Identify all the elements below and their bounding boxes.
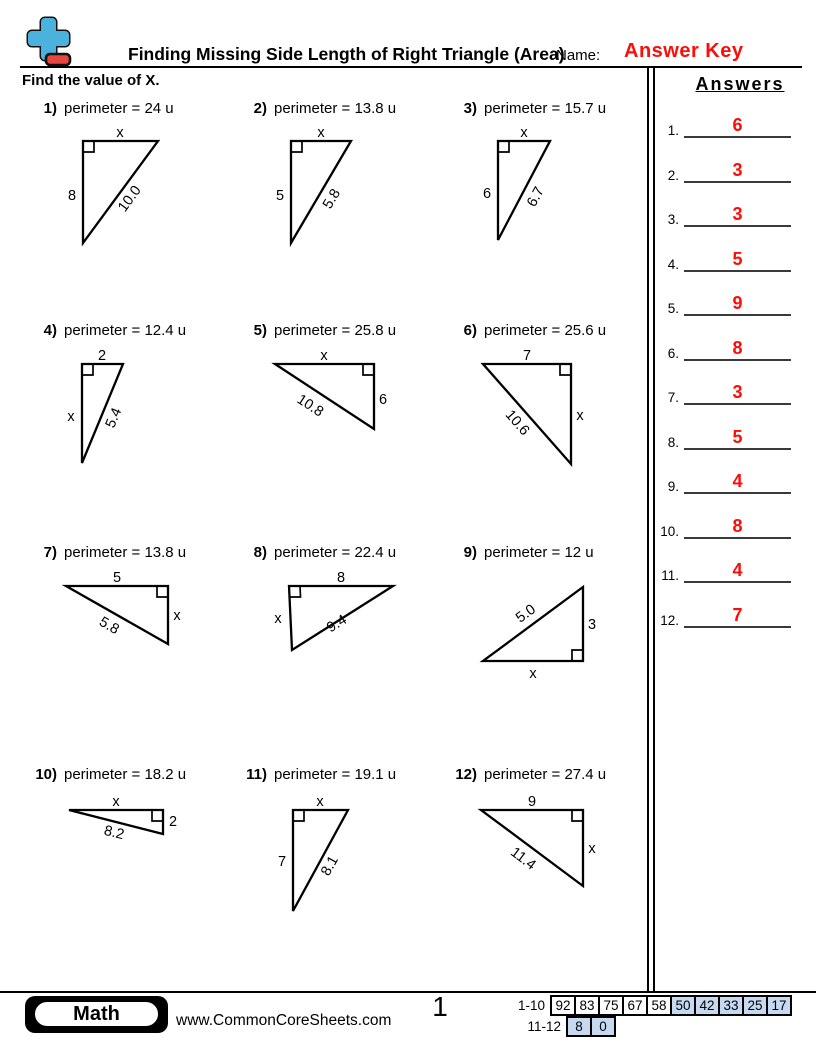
grade-cell: 17 [766, 995, 792, 1016]
right-angle-icon [572, 650, 583, 661]
right-angle-icon [572, 810, 583, 821]
problem-header [240, 100, 450, 122]
side-label: 5 [112, 570, 122, 586]
right-angle-icon [152, 810, 163, 821]
grade-cell: 0 [590, 1016, 616, 1037]
problem-number: 4) [43, 322, 57, 339]
side-label: x [274, 611, 282, 627]
problem [450, 766, 660, 988]
grade-cell: 92 [550, 995, 576, 1016]
side-label: x [112, 794, 120, 810]
answer-value: 3 [732, 204, 743, 224]
triangle-shape [83, 141, 158, 243]
grade-cell: 75 [598, 995, 624, 1016]
problem-perimeter: perimeter = 19.1 u [274, 766, 397, 783]
answer-value: 9 [732, 293, 743, 313]
triangle-figure [30, 122, 240, 267]
problem-perimeter: perimeter = 24 u [64, 100, 174, 117]
answer-item [653, 157, 803, 183]
triangle-shape [66, 586, 168, 644]
answer-number: 2. [667, 167, 679, 183]
answer-number: 7. [667, 390, 679, 405]
right-angle-icon [560, 364, 571, 375]
grade-table-row [527, 1016, 616, 1037]
side-label: x [520, 125, 528, 141]
problem-header [450, 100, 660, 122]
side-label: 10.6 [501, 407, 533, 439]
grade-cell: 42 [694, 995, 720, 1016]
problem-perimeter: perimeter = 25.6 u [484, 322, 607, 339]
grade-row-label: 1-10 [517, 998, 545, 1013]
answer-item [653, 112, 803, 138]
problem [240, 544, 450, 766]
problem-perimeter: perimeter = 27.4 u [484, 766, 607, 783]
right-angle-icon [498, 141, 509, 152]
grade-cell: 50 [670, 995, 696, 1016]
triangle-shape [483, 364, 571, 464]
side-label: x [588, 841, 596, 857]
problem-perimeter: perimeter = 18.2 u [64, 766, 187, 783]
side-label: x [320, 348, 328, 364]
answer-number: 9. [667, 479, 679, 494]
triangle-figure [30, 566, 240, 711]
problem-number: 11) [246, 766, 267, 783]
problem-number: 1) [43, 100, 57, 117]
header-rule [20, 66, 802, 68]
problem-header [450, 766, 660, 788]
answer-number: 1. [667, 123, 679, 138]
answer-item [653, 290, 803, 316]
triangle-figure [240, 344, 450, 489]
right-angle-icon [293, 810, 304, 821]
grade-table-row [518, 995, 792, 1016]
side-label: 10.0 [115, 182, 145, 216]
side-label: 9.4 [324, 611, 350, 637]
problem-header [450, 544, 660, 566]
side-label: 9 [527, 794, 537, 810]
answer-number: 6. [667, 345, 679, 361]
problem-perimeter: perimeter = 13.8 u [274, 100, 397, 117]
problem-number: 7) [43, 544, 57, 561]
side-label: 2 [168, 814, 178, 830]
answer-number: 10. [660, 523, 679, 539]
grade-cell: 67 [622, 995, 648, 1016]
triangle-figure [450, 344, 660, 489]
answer-line [684, 559, 791, 583]
side-label: 2 [97, 348, 107, 364]
problems-grid [30, 100, 660, 988]
problem-number: 10) [35, 766, 57, 783]
grade-cell: 58 [646, 995, 672, 1016]
side-label: 10.8 [293, 391, 327, 421]
side-label: 7 [522, 348, 532, 364]
answer-line [684, 292, 791, 316]
triangle-shape [275, 364, 374, 429]
answer-value: 8 [732, 337, 743, 358]
answer-item [653, 201, 803, 227]
problem-number: 2) [253, 100, 267, 117]
answer-value: 3 [732, 159, 743, 180]
problem [240, 322, 450, 544]
math-badge [25, 996, 168, 1033]
problem-header [30, 544, 240, 566]
problem-header [30, 322, 240, 344]
side-label: 11.4 [507, 844, 539, 874]
side-label: x [316, 794, 324, 810]
right-angle-icon [363, 364, 374, 375]
answer-item [653, 379, 803, 405]
side-label: 6 [378, 392, 388, 408]
triangle-figure [450, 788, 660, 933]
triangle-figure [30, 788, 240, 933]
problem-header [450, 322, 660, 344]
problem-number: 5) [253, 322, 267, 339]
answer-value: 4 [732, 471, 743, 491]
problem-perimeter: perimeter = 15.7 u [484, 100, 607, 117]
grade-cell: 33 [718, 995, 744, 1016]
side-label: 7 [277, 854, 287, 870]
side-label: x [529, 666, 537, 682]
answer-value: 5 [732, 248, 743, 269]
answers-title: Answers [695, 74, 785, 94]
triangle-figure [450, 566, 660, 711]
side-label: 6.7 [524, 184, 548, 210]
side-label: x [576, 408, 584, 424]
problem [240, 100, 450, 322]
answer-line [684, 248, 791, 272]
problem-perimeter: perimeter = 13.8 u [64, 544, 187, 561]
answer-item [653, 513, 803, 539]
problem-number: 3) [463, 100, 477, 117]
answer-item [653, 335, 803, 361]
site-url: www.CommonCoreSheets.com [176, 1012, 392, 1029]
problem [450, 544, 660, 766]
problem [30, 322, 240, 544]
triangle-figure [30, 344, 240, 489]
side-label: x [67, 409, 75, 425]
side-label: x [116, 125, 124, 141]
side-label: 5.4 [102, 405, 126, 431]
answer-line [684, 203, 791, 227]
right-angle-icon [290, 586, 301, 597]
right-angle-icon [157, 586, 168, 597]
problem-header [30, 100, 240, 122]
answer-number: 8. [667, 434, 679, 450]
problem [240, 766, 450, 988]
answer-number: 4. [667, 256, 679, 272]
answer-item [653, 602, 803, 628]
triangle-shape [481, 810, 583, 886]
side-label: 8.1 [318, 853, 342, 879]
answer-item [653, 468, 803, 494]
problem-perimeter: perimeter = 25.8 u [274, 322, 397, 339]
problem-number: 9) [463, 544, 477, 561]
problem [30, 544, 240, 766]
answer-value: 7 [732, 604, 743, 625]
answer-line [684, 604, 791, 628]
answer-item [653, 424, 803, 450]
problem-perimeter: perimeter = 22.4 u [274, 544, 397, 561]
problem [30, 100, 240, 322]
name-label: Name: [556, 47, 601, 64]
side-label: 5.8 [96, 614, 122, 638]
right-angle-icon [291, 141, 302, 152]
problem [450, 322, 660, 544]
side-label: 5.8 [319, 186, 345, 212]
grade-cell: 83 [574, 995, 600, 1016]
answer-line [684, 114, 791, 138]
side-label: 5 [275, 188, 285, 204]
grade-cell: 25 [742, 995, 768, 1016]
side-label: 5.0 [513, 601, 539, 627]
triangle-shape [483, 587, 583, 661]
right-angle-icon [82, 364, 93, 375]
problem-number: 6) [463, 322, 477, 339]
triangle-figure [450, 122, 660, 267]
triangle-figure [240, 122, 450, 267]
side-label: 8 [336, 570, 346, 586]
answer-value: 5 [732, 426, 743, 447]
side-label: 8.2 [102, 822, 126, 844]
answer-value: 6 [732, 115, 743, 135]
side-label: x [317, 125, 325, 141]
problem [450, 100, 660, 322]
side-label: 8 [67, 188, 77, 204]
problem [30, 766, 240, 988]
answer-line [684, 470, 791, 494]
answer-value: 3 [732, 382, 743, 402]
plus-minus-icon [26, 16, 72, 68]
instruction-text: Find the value of X. [22, 72, 160, 89]
triangle-figure [240, 566, 450, 711]
answer-line [684, 426, 791, 450]
answer-number: 12. [660, 612, 679, 628]
problem-header [240, 544, 450, 566]
problem-header [240, 322, 450, 344]
triangle-shape [291, 141, 351, 243]
problem-perimeter: perimeter = 12.4 u [64, 322, 187, 339]
problem-header [30, 766, 240, 788]
answer-line [684, 337, 791, 361]
grade-row-label: 11-12 [527, 1019, 561, 1034]
right-angle-icon [83, 141, 94, 152]
answer-number: 11. [661, 568, 679, 583]
answer-value: 8 [732, 515, 743, 536]
problem-number: 8) [253, 544, 267, 561]
answer-key-text: Answer Key [624, 40, 744, 62]
page-number: 1 [432, 991, 448, 1022]
answer-line [684, 381, 791, 405]
answer-number: 3. [667, 212, 679, 227]
triangle-figure [240, 788, 450, 933]
page-title: Finding Missing Side Length of Right Triangle (Area) [128, 44, 565, 64]
grade-cell: 8 [566, 1016, 592, 1037]
side-label: 3 [587, 617, 597, 633]
answer-line [684, 159, 791, 183]
math-badge-label: Math [32, 999, 161, 1029]
side-label: x [173, 608, 181, 624]
answer-value: 4 [732, 560, 743, 580]
problem-header [240, 766, 450, 788]
answer-line [684, 515, 791, 539]
problem-number: 12) [455, 766, 477, 783]
side-label: 6 [482, 186, 492, 202]
problem-perimeter: perimeter = 12 u [484, 544, 594, 561]
answer-item [653, 557, 803, 583]
answer-item [653, 246, 803, 272]
answer-number: 5. [667, 301, 679, 316]
